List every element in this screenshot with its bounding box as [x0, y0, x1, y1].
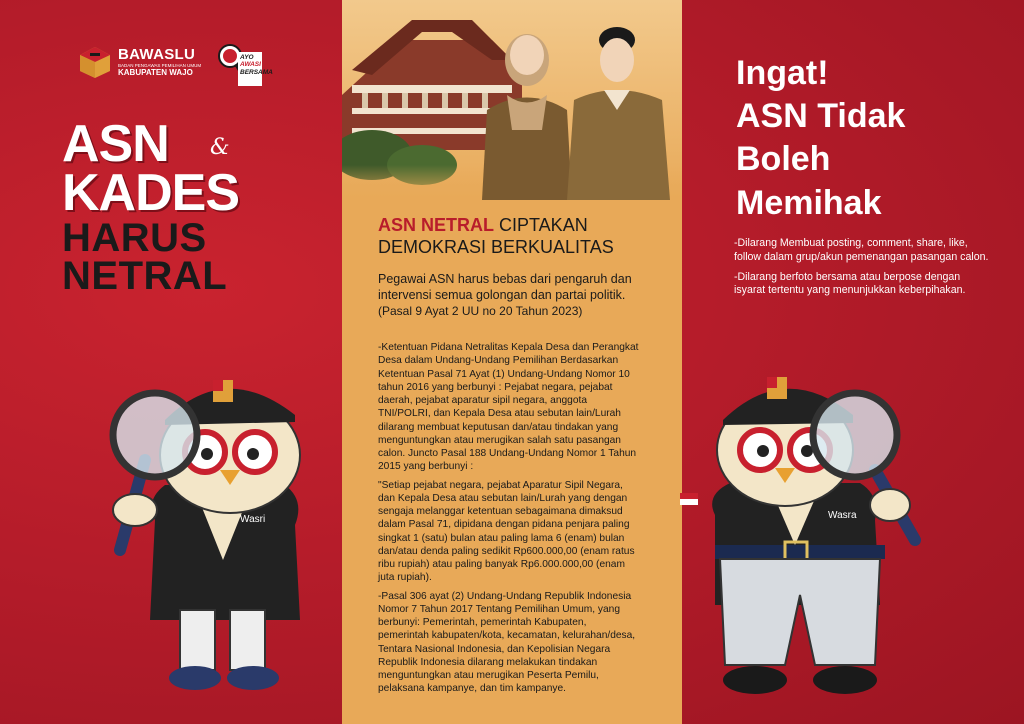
center-title-highlight: ASN NETRAL	[378, 215, 494, 235]
asn-photo	[342, 0, 682, 205]
logo-title: BAWASLU	[118, 45, 196, 63]
headline-asn: ASN	[62, 115, 169, 173]
center-lead	[378, 271, 640, 319]
ballot-box-icon	[78, 45, 112, 79]
right-title-line-2: ASN Tidak	[736, 97, 906, 136]
right-title-line-1: Ingat!	[736, 54, 829, 92]
headline-kades: KADES	[62, 164, 240, 223]
center-lead-ref: (Pasal 9 Ayat 2 UU no 20 Tahun 2023)	[378, 303, 583, 318]
mascot-name-right: Wasra	[828, 510, 857, 521]
logo-region: KABUPATEN WAJO	[118, 68, 193, 78]
right-prohibitions	[734, 237, 992, 304]
center-title-rest: CIPTAKAN DEMOKRASI BERKUALITAS	[378, 215, 614, 257]
badge-line-2: AWASI	[240, 61, 261, 69]
mascot-wasra	[675, 365, 935, 715]
center-para-1: -Ketentuan Pidana Netralitas Kepala Desa dan Perangkat Desa dalam Undang-Undang Pemilihan Berdasarkan Ketentuan Pasal 71 Ayat (1) Undang-Undang Nomor 10 tahun 2016 yang berbunyi : Pejabat negara, pejabat daerah, pejabat aparatur sipil negara, anggota TNI/POLRI, dan Kepala Desa atau sebutan lain/Lurah dilarang membuat keputusan dan/atau tindakan yang menguntungkan atau merugikan salah satu pasangan calon. Juncto Pasal 188 Undang-Undang Nomor 1 Tahun 2015 yang berbunyi :	[378, 342, 639, 473]
headline-harus: HARUS	[62, 215, 207, 260]
center-title	[378, 215, 668, 258]
mascot-wasri	[95, 360, 345, 710]
main-headline	[62, 115, 240, 298]
logo-subtitle: BADAN PENGAWAS PEMILIHAN UMUM	[118, 62, 202, 68]
right-item-1: -Dilarang Membuat posting, comment, share, like, follow dalam grup/akun pemenangan pasangan calon.	[734, 237, 989, 263]
badge-line-3: BERSAMA	[240, 68, 273, 76]
headline-netral: NETRAL	[62, 253, 228, 298]
center-para-3: -Pasal 306 ayat (2) Undang-Undang Republik Indonesia Nomor 7 Tahun 2017 Tentang Pemilihan Umum, yang berbunyi: Pemerintah, pemerintah Kabupaten, pemerintah kabupaten/kota, kecamatan, kelurahan/desa, Tentara Nasional Indonesia, dan Kepolisian Negara Republik Indonesia dilarang melakukan tindakan menguntungkan atau merugikan Peserta Pemilu, pelaksana kampanye, dan tim kampanye.	[378, 590, 636, 695]
headline-ampersand: &	[210, 135, 230, 160]
center-lead-text: Pegawai ASN harus bebas dari pengaruh dan intervensi semua golongan dan partai politik.	[378, 272, 632, 303]
badge-line-1: AYO	[240, 54, 254, 61]
center-para-2: "Setiap pejabat negara, pejabat Aparatur Sipil Negara, dan Kepala Desa atau sebutan lain/Lurah yang dengan sengaja melanggar ketentuan sebagaimana dimaksud dalam Pasal 71, dipidana dengan pidana penjara paling singkat 1 (satu) bulan atau paling lama 6 (enam) bulan dan/atau denda paling sedikit Rp600.000,00 (enam ratus ribu rupiah) atau paling banyak Rp6.000.000,00 (enam juta rupiah).	[378, 479, 635, 584]
center-body	[378, 341, 640, 701]
bawaslu-logo	[78, 45, 201, 79]
right-title	[736, 52, 905, 225]
ayo-awasi-badge	[216, 40, 273, 86]
right-item-2: -Dilarang berfoto bersama atau berpose dengan isyarat tertentu yang menunjukkan keberpihakan.	[734, 270, 966, 297]
right-title-line-3: Boleh	[736, 140, 831, 179]
right-title-line-4: Memihak	[736, 183, 882, 222]
mascot-name-left: Wasri	[240, 514, 266, 525]
